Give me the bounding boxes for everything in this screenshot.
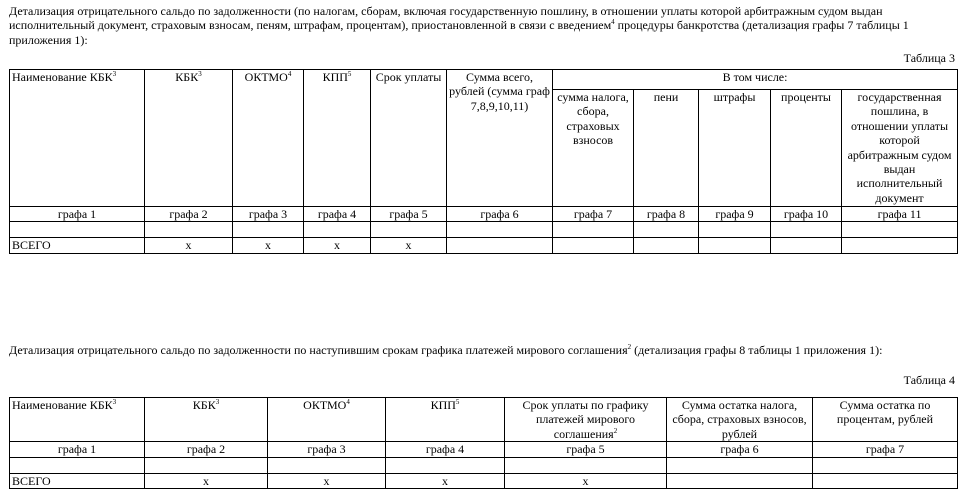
table-cell[interactable] — [447, 222, 553, 238]
total-label: ВСЕГО — [10, 238, 145, 253]
graf-label: графа 7 — [553, 207, 634, 222]
graf-label: графа 1 — [10, 207, 145, 222]
table4-graf-row — [10, 442, 958, 457]
graf-label: графа 4 — [304, 207, 371, 222]
graf-label: графа 1 — [10, 442, 145, 457]
table3-caption: Таблица 3 — [903, 51, 955, 65]
table4-col5-header: Срок уплаты по графику платежей мирового соглашения$^2$ — [505, 398, 667, 442]
table-cell[interactable] — [553, 238, 634, 253]
total-cell: x — [145, 473, 268, 488]
graf-label: графа 7 — [813, 442, 958, 457]
graf-label: графа 6 — [447, 207, 553, 222]
section1-heading-text-end: процедуры банкротства (детализация графы 7 таблицы 1 приложения 1): — [9, 18, 909, 47]
table3-col6-header: Сумма всего, рублей (сумма граф 7,8,9,10,11) — [447, 70, 553, 207]
table-cell[interactable] — [371, 222, 447, 238]
table3 — [9, 69, 958, 254]
table4-col6-header: Сумма остатка налога, сбора, страховых взносов, рублей — [667, 398, 813, 442]
section2-heading — [9, 343, 954, 357]
table-cell[interactable] — [813, 457, 958, 473]
table-cell[interactable] — [667, 457, 813, 473]
total-cell: x — [371, 238, 447, 253]
table-cell[interactable] — [813, 473, 958, 488]
total-cell: x — [386, 473, 505, 488]
table3-col1-header: Наименование КБК$^3$ — [10, 70, 145, 207]
table-cell[interactable] — [699, 238, 771, 253]
table-cell[interactable] — [505, 457, 667, 473]
section1-heading-footnote: 4 — [611, 18, 615, 27]
table4-header-row — [10, 398, 958, 442]
graf-label: графа 5 — [505, 442, 667, 457]
total-cell: x — [505, 473, 667, 488]
table3-col2-header: КБК$^3$ — [145, 70, 233, 207]
table-cell[interactable] — [145, 457, 268, 473]
table-cell[interactable] — [634, 222, 699, 238]
table3-empty-row — [10, 222, 958, 238]
graf-label: графа 2 — [145, 442, 268, 457]
table-cell[interactable] — [634, 238, 699, 253]
section2-heading-footnote: 2 — [627, 343, 632, 351]
section1-heading — [9, 4, 954, 47]
table-cell[interactable] — [386, 457, 505, 473]
graf-label: графа 11 — [842, 207, 958, 222]
table3-group-header: В том числе: — [553, 70, 958, 90]
table-cell[interactable] — [447, 238, 553, 253]
table3-col9-header: штрафы — [699, 90, 771, 207]
table-cell[interactable] — [771, 222, 842, 238]
section2-heading-text: Детализация отрицательного сальдо по задолженности по наступившим срокам графика платежей мирового соглашения — [9, 343, 628, 357]
graf-label: графа 9 — [699, 207, 771, 222]
table-cell[interactable] — [10, 457, 145, 473]
table4-empty-row — [10, 457, 958, 473]
graf-label: графа 8 — [634, 207, 699, 222]
table3-col11-header: государственная пошлина, в отношении уплаты которой арбитражным судом выдан исполнительный документ — [842, 90, 958, 207]
table4-col2-header: КБК$^3$ — [145, 398, 268, 442]
table4-col1-header: Наименование КБК$^3$ — [10, 398, 145, 442]
table-cell[interactable] — [667, 473, 813, 488]
graf-label: графа 4 — [386, 442, 505, 457]
table3-col7-header: сумма налога, сбора, страховых взносов — [553, 90, 634, 207]
table-cell[interactable] — [145, 222, 233, 238]
table4-col3-header: ОКТМО$^4$ — [268, 398, 386, 442]
table3-col4-header: КПП$^5$ — [304, 70, 371, 207]
table3-col10-header: проценты — [771, 90, 842, 207]
table3-col8-header: пени — [634, 90, 699, 207]
table3-total-row — [10, 238, 958, 253]
section1-heading-text: Детализация отрицательного сальдо по задолженности (по налогам, сборам, включая государственную пошлину, в отношении уплаты которой арбитражным судом выдан исполнительный документ, страховым взносам, пеням, штрафам, процентам), приостановленной в связи с введением — [9, 4, 883, 33]
table-cell[interactable] — [842, 222, 958, 238]
table3-graf-row — [10, 207, 958, 222]
table4 — [9, 397, 958, 489]
table-cell[interactable] — [699, 222, 771, 238]
table-cell[interactable] — [233, 222, 304, 238]
graf-label: графа 10 — [771, 207, 842, 222]
table-cell[interactable] — [268, 457, 386, 473]
total-label: ВСЕГО — [10, 473, 145, 488]
table-cell[interactable] — [771, 238, 842, 253]
total-cell: x — [145, 238, 233, 253]
table-cell[interactable] — [842, 238, 958, 253]
graf-label: графа 6 — [667, 442, 813, 457]
graf-label: графа 3 — [268, 442, 386, 457]
section2-heading-text-end: (детализация графы 8 таблицы 1 приложения 1): — [631, 343, 883, 357]
table3-header-row — [10, 70, 958, 90]
table4-total-row — [10, 473, 958, 488]
total-cell: x — [304, 238, 371, 253]
table-cell[interactable] — [304, 222, 371, 238]
table4-col4-header: КПП$^5$ — [386, 398, 505, 442]
table3-col3-header: ОКТМО$^4$ — [233, 70, 304, 207]
table-cell[interactable] — [553, 222, 634, 238]
graf-label: графа 3 — [233, 207, 304, 222]
table3-col5-header: Срок уплаты — [371, 70, 447, 207]
table4-caption: Таблица 4 — [903, 373, 955, 387]
graf-label: графа 5 — [371, 207, 447, 222]
table-cell[interactable] — [10, 222, 145, 238]
table4-col7-header: Сумма остатка по процентам, рублей — [813, 398, 958, 442]
total-cell: x — [268, 473, 386, 488]
total-cell: x — [233, 238, 304, 253]
graf-label: графа 2 — [145, 207, 233, 222]
